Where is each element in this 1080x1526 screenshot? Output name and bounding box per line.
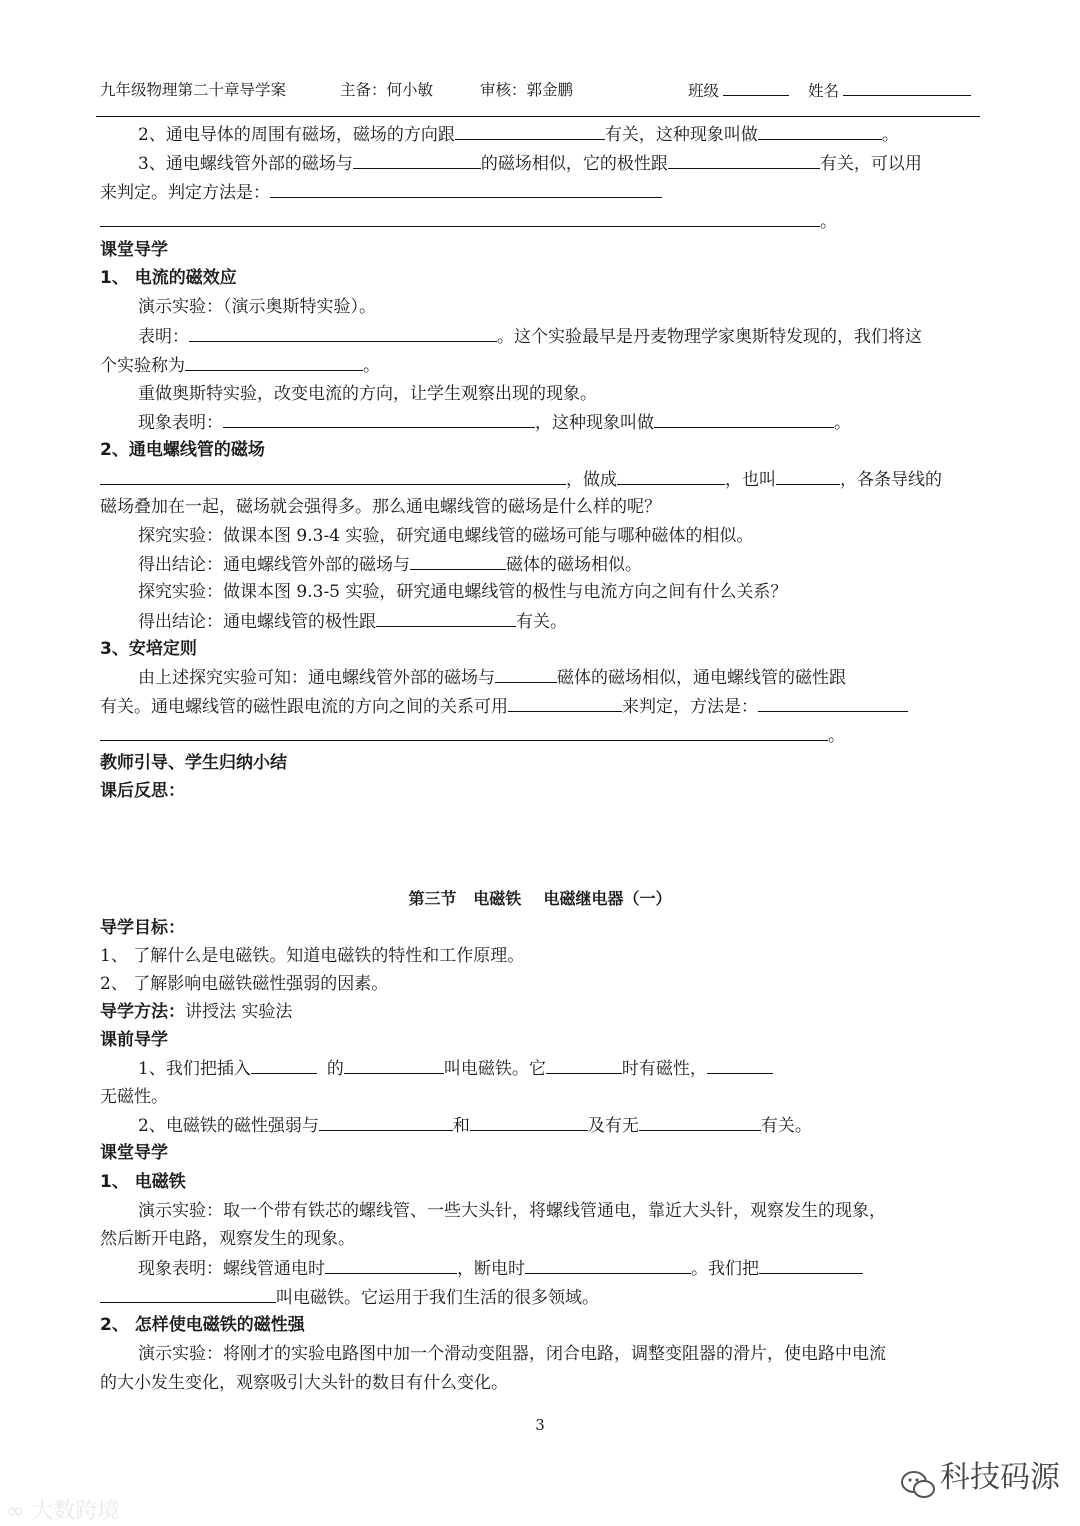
text: 和 <box>452 1116 470 1136</box>
text: 1、我们把插入 <box>138 1059 251 1079</box>
s1-demo: 演示实验：（演示奥斯特实验）。 <box>138 297 376 317</box>
s1-redo: 重做奥斯特实验，改变电流的方向，让学生观察出现的现象。 <box>138 384 597 404</box>
name-field <box>808 78 971 101</box>
blank <box>668 151 820 169</box>
class-label: 班级 <box>688 82 720 100</box>
watermark-logo-icon: ∞ <box>6 1499 25 1524</box>
pre-item-2 <box>138 122 899 147</box>
s2-exp2: 探究实验：做课本图 9.3-5 实验，研究通电螺线管的极性与电流方向之间有什么关系？ <box>138 582 788 602</box>
blank <box>617 467 725 485</box>
text: 。 <box>820 212 837 232</box>
s2-exp1: 探究实验：做课本图 9.3-4 实验，研究通电螺线管的磁场可能与哪种磁体的相似。 <box>138 526 754 546</box>
blank <box>654 410 834 428</box>
header-rule <box>96 116 980 117</box>
text: 。这个实验最早是丹麦物理学家奥斯特发现的，我们将这 <box>497 327 922 347</box>
s2-con2 <box>138 609 567 634</box>
goals-heading: 导学目标： <box>100 918 185 938</box>
text: 3、通电螺线管外部的磁场与 <box>138 154 353 174</box>
blank <box>344 1056 444 1074</box>
name-blank <box>843 78 971 96</box>
blank <box>189 324 497 342</box>
class-blank <box>723 78 789 96</box>
text: 。 <box>881 125 899 145</box>
blank <box>410 552 506 570</box>
text: 叫电磁铁。它运用于我们生活的很多领域。 <box>276 1288 599 1308</box>
blank <box>376 609 516 627</box>
text: 来判定，方法是： <box>622 697 758 717</box>
c1-phenomenon-cont <box>100 1285 599 1310</box>
blank <box>758 122 882 140</box>
method-value: 讲授法 实验法 <box>185 1002 293 1022</box>
c1-title: 1、 电磁铁 <box>100 1172 186 1192</box>
text: 2、通电导体的周围有磁场，磁场的方向跟 <box>138 125 455 145</box>
text: 由上述探究实验可知：通电螺线管外部的磁场与 <box>138 668 495 688</box>
text: 及有无 <box>587 1116 639 1136</box>
editor-label: 主备：何小敏 <box>340 81 434 99</box>
blank <box>319 1113 453 1131</box>
c2-title: 2、 怎样使电磁铁的磁性强 <box>100 1315 305 1335</box>
blank <box>639 1113 761 1131</box>
text: 得出结论：通电螺线管的极性跟 <box>138 612 376 632</box>
s2-con1 <box>138 552 642 577</box>
goal-2: 2、 了解影响电磁铁磁性强弱的因素。 <box>100 974 389 994</box>
blank <box>707 1056 773 1074</box>
text: 。我们把 <box>691 1259 759 1279</box>
text: ，做成 <box>566 470 617 490</box>
text: 个实验称为 <box>100 356 185 376</box>
class-heading-2: 课堂导学 <box>100 1143 168 1163</box>
text: 。 <box>834 413 851 433</box>
text: 来判定。判定方法是： <box>100 183 270 203</box>
text: ，也叫 <box>725 470 776 490</box>
blank <box>100 467 566 485</box>
wechat-icon <box>900 1470 936 1500</box>
s3-title: 3、安培定则 <box>100 639 197 659</box>
blank <box>495 665 557 683</box>
pre-item-3-cont <box>100 180 662 205</box>
s1-show <box>138 324 922 349</box>
text: 有关。 <box>760 1116 812 1136</box>
text: 现象表明：螺线管通电时 <box>138 1259 325 1279</box>
method-label: 导学方法： <box>100 1002 185 1022</box>
blank <box>525 1256 691 1274</box>
blank <box>758 694 908 712</box>
pre-q2 <box>138 1113 812 1138</box>
s2-line-1 <box>100 467 942 492</box>
s3-line-1 <box>138 665 846 690</box>
text: 有关，可以用 <box>819 154 922 174</box>
blank <box>759 1256 863 1274</box>
text: 2、电磁铁的磁性强弱与 <box>138 1116 319 1136</box>
blank <box>100 209 820 227</box>
doc-title: 九年级物理第二十章导学案 <box>100 81 287 99</box>
pre-item-3-method <box>100 209 837 234</box>
s3-line-3 <box>100 723 845 748</box>
blank <box>185 353 363 371</box>
blank <box>455 122 605 140</box>
text: 有关。通电螺线管的磁性跟电流的方向之间的关系可用 <box>100 697 508 717</box>
text: 有关。 <box>516 612 567 632</box>
s2-line-2: 磁场叠加在一起，磁场就会强得多。那么通电螺线管的磁场是什么样的呢？ <box>100 497 661 517</box>
watermark-right <box>900 1452 1060 1496</box>
text: ，断电时 <box>457 1259 525 1279</box>
blank <box>100 1285 276 1303</box>
text: 表明： <box>138 327 189 347</box>
reviewer-label: 审核：郭金鹏 <box>480 81 574 99</box>
classroom-heading: 课堂导学 <box>100 240 168 260</box>
blank <box>353 151 481 169</box>
text: 。 <box>828 726 845 746</box>
text: 有关，这种现象叫做 <box>604 125 758 145</box>
text: 叫电磁铁。它 <box>443 1059 546 1079</box>
s3-line-2 <box>100 694 908 719</box>
s1-title: 1、 电流的磁效应 <box>100 268 237 288</box>
s1-show-cont <box>100 353 380 378</box>
c1-demo-b: 然后断开电路，观察发生的现象。 <box>100 1229 355 1249</box>
text: 得出结论：通电螺线管外部的磁场与 <box>138 555 410 575</box>
c1-demo-a: 演示实验：取一个带有铁芯的螺线管、一些大头针，将螺线管通电，靠近大头针，观察发生的现象， <box>138 1201 886 1221</box>
blank <box>270 180 662 198</box>
blank <box>223 410 535 428</box>
watermark-right-text: 科技码源 <box>940 1460 1060 1495</box>
text: 磁体的磁场相似，通电螺线管的磁性跟 <box>557 668 846 688</box>
section-title: 第三节 电磁铁 电磁继电器（一） <box>408 889 672 908</box>
text: ，各条导线的 <box>840 470 942 490</box>
s2-title: 2、通电螺线管的磁场 <box>100 440 265 460</box>
pre-item-3 <box>138 151 922 176</box>
blank <box>776 467 840 485</box>
blank <box>470 1113 588 1131</box>
blank <box>325 1256 457 1274</box>
watermark-left <box>6 1494 119 1525</box>
watermark-left-text: 大数跨境 <box>31 1499 120 1524</box>
pre-heading: 课前导学 <box>100 1030 168 1050</box>
text: 的 <box>326 1059 344 1079</box>
method-line <box>100 1000 292 1024</box>
text: 现象表明： <box>138 413 223 433</box>
c2-demo-b: 的大小发生变化，观察吸引大头针的数目有什么变化。 <box>100 1373 508 1393</box>
name-label: 姓名 <box>808 82 840 100</box>
text: ，这种现象叫做 <box>535 413 654 433</box>
text: 。 <box>363 356 380 376</box>
text: 时有磁性， <box>621 1059 707 1079</box>
s1-phenomenon <box>138 410 851 435</box>
goal-1: 1、 了解什么是电磁铁。知道电磁铁的特性和工作原理。 <box>100 946 525 966</box>
text: 的磁场相似，它的极性跟 <box>480 154 668 174</box>
blank <box>251 1056 317 1074</box>
blank <box>100 723 828 741</box>
text: 磁体的磁场相似。 <box>506 555 642 575</box>
class-field <box>688 78 789 101</box>
page-number: 3 <box>535 1416 545 1434</box>
pre-q1-cont: 无磁性。 <box>100 1087 168 1107</box>
summary-heading: 教师引导、学生归纳小结 <box>100 753 287 773</box>
blank <box>546 1056 622 1074</box>
c1-phenomenon <box>138 1256 863 1281</box>
c2-demo-a: 演示实验：将刚才的实验电路图中加一个滑动变阻器，闭合电路，调整变阻器的滑片，使电路中电流 <box>138 1344 886 1364</box>
pre-q1 <box>138 1056 773 1081</box>
reflection-heading: 课后反思： <box>100 781 185 801</box>
blank <box>508 694 622 712</box>
